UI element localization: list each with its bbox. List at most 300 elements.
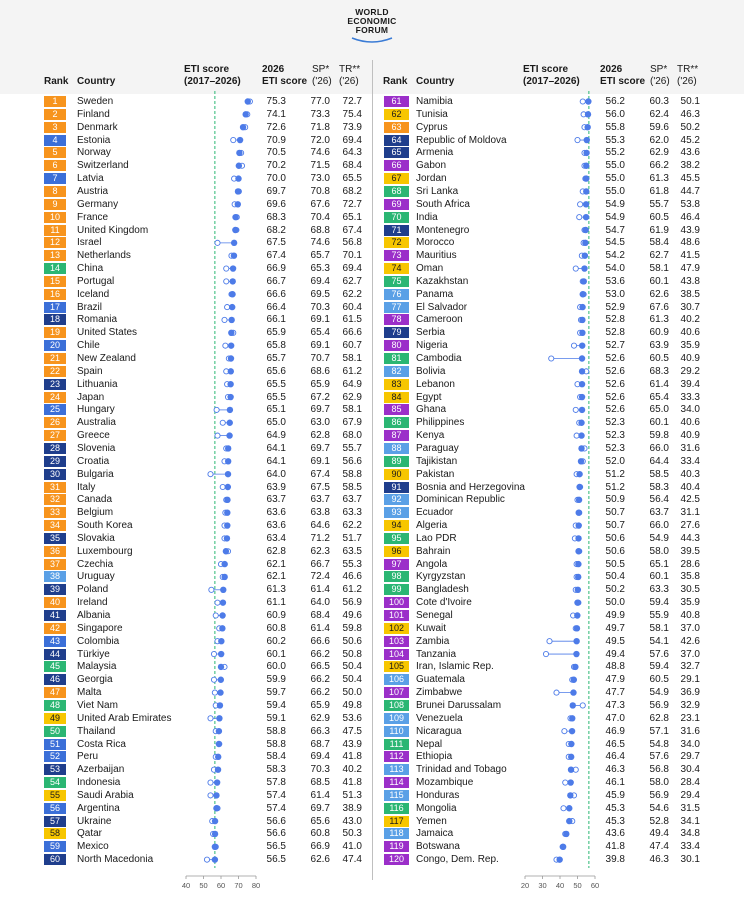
score-2026-point <box>579 381 585 387</box>
eti-score-2026: 55.0 <box>605 185 625 197</box>
eti-score-2026: 46.5 <box>605 738 625 750</box>
country-name: Mongolia <box>416 802 457 814</box>
score-2026-point <box>225 445 231 451</box>
sp-score: 65.4 <box>310 327 330 339</box>
score-2026-point <box>242 111 248 117</box>
country-name: Mauritius <box>416 250 457 262</box>
x-axis-tick-label: 80 <box>251 881 261 890</box>
sp-score: 62.8 <box>649 712 669 724</box>
sp-score: 66.9 <box>310 841 330 853</box>
sp-score: 68.7 <box>310 738 330 750</box>
rank-badge: 111 <box>384 739 409 750</box>
score-2026-point <box>217 702 223 708</box>
score-2026-point <box>578 445 584 451</box>
country-name: Thailand <box>77 725 116 737</box>
rank-badge: 52 <box>44 751 66 762</box>
eti-score-2026: 46.3 <box>605 764 625 776</box>
country-name: Angola <box>416 558 448 570</box>
country-name: Israel <box>77 237 102 249</box>
sp-score: 67.2 <box>310 391 330 403</box>
tr-score: 33.4 <box>680 455 700 467</box>
eti-score-2026: 55.8 <box>605 121 625 133</box>
start-2017-point <box>573 266 578 271</box>
country-name: Saudi Arabia <box>77 789 134 801</box>
tr-score: 45.5 <box>680 173 700 185</box>
score-2026-point <box>576 484 582 490</box>
score-2026-point <box>579 355 585 361</box>
tr-score: 64.9 <box>342 378 362 390</box>
rank-badge: 114 <box>384 777 409 788</box>
tr-score: 37.0 <box>680 622 700 634</box>
rank-badge: 9 <box>44 199 66 210</box>
rank-badge: 81 <box>384 353 409 364</box>
country-name: Chile <box>77 340 100 352</box>
eti-score-2026: 50.6 <box>605 545 625 557</box>
eti-score-2026: 45.9 <box>605 789 625 801</box>
score-2026-point <box>569 728 575 734</box>
rank-badge: 94 <box>384 520 409 531</box>
sp-score: 52.8 <box>649 815 669 827</box>
country-name: Zimbabwe <box>416 687 463 699</box>
score-2026-point <box>583 163 589 169</box>
score-2026-point <box>226 432 232 438</box>
rank-badge: 33 <box>44 507 66 518</box>
rank-badge: 16 <box>44 289 66 300</box>
country-name: Lithuania <box>77 378 118 390</box>
sp-score: 73.0 <box>310 173 330 185</box>
tr-score: 31.6 <box>680 442 700 454</box>
sp-score: 69.5 <box>310 288 330 300</box>
tr-score: 34.8 <box>680 828 700 840</box>
country-name: Latvia <box>77 173 104 185</box>
score-2026-point <box>579 394 585 400</box>
eti-score-2026: 55.2 <box>605 147 625 159</box>
eti-score-2026: 60.0 <box>266 661 286 673</box>
country-name: Tanzania <box>416 648 457 660</box>
eti-score-2026: 43.6 <box>605 828 625 840</box>
tr-score: 40.9 <box>680 353 700 364</box>
rank-badge: 117 <box>384 816 409 827</box>
eti-score-2026: 60.1 <box>266 648 286 660</box>
eti-score-2026: 70.0 <box>266 173 286 185</box>
sp-score: 74.6 <box>310 237 330 249</box>
country-name: South Africa <box>416 198 470 210</box>
rank-badge: 103 <box>384 636 409 647</box>
rank-badge: 58 <box>44 828 66 839</box>
country-name: Poland <box>77 584 109 596</box>
country-name: Spain <box>77 365 103 377</box>
tr-score: 60.4 <box>342 301 362 313</box>
eti-trend-range: (2017–2026) <box>184 75 241 87</box>
score-2026-point <box>236 163 242 169</box>
sp-score: 58.4 <box>649 237 669 249</box>
start-2017-point <box>214 407 219 412</box>
eti-score-2026: 70.9 <box>266 134 286 146</box>
sp-score: 58.0 <box>649 545 669 557</box>
tr-score: 46.3 <box>680 108 700 120</box>
tr-score: 31.5 <box>680 802 700 814</box>
sp-score: 61.3 <box>649 314 669 326</box>
tr-score: 41.5 <box>680 250 700 262</box>
tr-score: 43.6 <box>680 147 700 159</box>
eti-score-2026: 66.1 <box>266 314 286 326</box>
x-axis-tick-label: 40 <box>555 881 565 890</box>
country-name: Panama <box>416 288 454 300</box>
eti-score-2026: 50.2 <box>605 584 625 596</box>
eti-score-2026: 66.7 <box>266 275 286 287</box>
sp-score: 54.1 <box>649 635 669 647</box>
rank-badge: 80 <box>384 340 409 351</box>
tr-score: 36.9 <box>680 687 700 699</box>
rank-badge: 21 <box>44 353 66 364</box>
score-2026-point <box>570 702 576 708</box>
rank-badge: 66 <box>384 160 409 171</box>
sp-score: 61.4 <box>310 789 330 801</box>
score-2026-point <box>213 805 219 811</box>
eti-score-2026: 52.0 <box>605 455 625 467</box>
x-axis-tick-label: 60 <box>216 881 226 890</box>
tr-score: 75.4 <box>342 108 362 120</box>
country-name: Hungary <box>77 404 115 416</box>
country-name: Cambodia <box>416 353 462 364</box>
sp-score: 77.0 <box>310 96 330 107</box>
score-2026-point <box>227 381 233 387</box>
rank-badge: 108 <box>384 700 409 711</box>
country-name: Albania <box>77 610 111 621</box>
country-name: Paraguay <box>416 442 459 454</box>
score-2026-point <box>576 522 582 528</box>
sp-score: 57.6 <box>649 751 669 763</box>
eti-score-2026: 57.4 <box>266 802 286 814</box>
rank-badge: 27 <box>44 430 66 441</box>
eti-score-2026: 52.6 <box>605 365 625 377</box>
sp-score: 55.7 <box>649 198 669 210</box>
start-2017-point <box>231 137 236 142</box>
country-name: Germany <box>77 198 119 210</box>
score-2026-point <box>583 227 589 233</box>
start-2017-point <box>573 407 578 412</box>
tr-score: 43.8 <box>680 275 700 287</box>
eti-score-2026: 59.7 <box>266 687 286 699</box>
country-name: Slovakia <box>77 532 115 544</box>
start-2017-point <box>209 587 214 592</box>
country-name: Republic of Moldova <box>416 134 507 146</box>
sp-score: 54.9 <box>649 687 669 699</box>
score-2026-point <box>583 150 589 156</box>
sp-score: 60.1 <box>649 571 669 583</box>
eti-score-2026: 67.5 <box>266 237 286 249</box>
start-2017-point <box>580 703 585 708</box>
x-axis-tick-label: 20 <box>520 881 530 890</box>
rank-badge: 39 <box>44 584 66 595</box>
sp-score: 65.3 <box>310 263 330 275</box>
rank-badge: 98 <box>384 571 409 582</box>
rank-badge: 64 <box>384 135 409 146</box>
tr-score: 66.6 <box>342 327 362 339</box>
tr-score: 39.5 <box>680 545 700 557</box>
tr-score: 69.4 <box>342 263 362 275</box>
tr-score: 30.4 <box>680 764 700 776</box>
rank-badge: 53 <box>44 764 66 775</box>
country-name: South Korea <box>77 520 133 532</box>
score-2026-point <box>212 856 218 862</box>
eti-score-2026: 57.4 <box>266 789 286 801</box>
x-axis-tick-label: 50 <box>199 881 208 890</box>
sp-score: 60.5 <box>649 353 669 364</box>
start-2017-point <box>208 472 213 477</box>
logo-line-2: ECONOMIC <box>347 16 397 26</box>
sp-header-sub: ('26) <box>650 75 670 87</box>
start-2017-point <box>213 613 218 618</box>
score-2026-point <box>232 214 238 220</box>
country-name: Armenia <box>416 147 454 159</box>
tr-score: 56.6 <box>342 455 362 467</box>
score-2026-point <box>215 754 221 760</box>
eti-score-2026: 52.6 <box>605 391 625 403</box>
sp-score: 62.6 <box>649 288 669 300</box>
tr-score: 30.5 <box>680 584 700 596</box>
sp-score: 46.3 <box>649 854 669 866</box>
rank-badge: 55 <box>44 790 66 801</box>
country-name: Sri Lanka <box>416 185 459 197</box>
sp-score: 73.3 <box>310 108 330 120</box>
tr-header-title: TR** <box>339 64 361 75</box>
score-2026-point <box>579 407 585 413</box>
score-2026-point <box>228 368 234 374</box>
tr-score: 56.9 <box>342 597 362 609</box>
score-2026-point <box>584 124 590 130</box>
tr-score: 42.6 <box>680 635 700 647</box>
score-2026-point <box>560 844 566 850</box>
eti-score-2026: 55.0 <box>605 173 625 185</box>
start-2017-point <box>578 202 583 207</box>
score-2026-point <box>240 124 246 130</box>
eti-score-2026: 55.0 <box>605 160 625 172</box>
eti-score-2026: 64.1 <box>266 455 286 467</box>
sp-score: 60.5 <box>649 674 669 686</box>
rank-badge: 73 <box>384 250 409 261</box>
rank-badge: 70 <box>384 212 409 223</box>
rank-badge: 38 <box>44 571 66 582</box>
sp-score: 68.5 <box>310 777 330 789</box>
rank-badge: 110 <box>384 726 409 737</box>
rank-header-left: Rank <box>44 76 69 87</box>
country-name: North Macedonia <box>77 854 154 866</box>
eti-score-2026: 65.6 <box>266 365 286 377</box>
eti-score-2026: 49.7 <box>605 622 625 634</box>
tr-score: 58.1 <box>342 404 362 416</box>
sp-score: 68.8 <box>310 224 330 236</box>
score-2026-point <box>220 587 226 593</box>
eti-score-2026: 52.6 <box>605 404 625 416</box>
score-2026-point <box>573 638 579 644</box>
rank-badge: 11 <box>44 225 66 236</box>
tr-score: 62.2 <box>342 288 362 300</box>
country-name: Indonesia <box>77 777 121 789</box>
eti-score-2026: 41.8 <box>605 841 625 853</box>
eti-score-2026: 60.2 <box>266 635 286 647</box>
rank-badge: 92 <box>384 494 409 505</box>
score-2026-point <box>572 664 578 670</box>
sp-score: 62.9 <box>649 147 669 159</box>
rank-badge: 84 <box>384 392 409 403</box>
eti-score-2026: 52.6 <box>605 378 625 390</box>
sp-score: 69.7 <box>310 802 330 814</box>
country-name: Argentina <box>77 802 120 814</box>
start-2017-point <box>554 690 559 695</box>
country-name: Iran, Islamic Rep. <box>416 661 494 673</box>
rank-badge: 10 <box>44 212 66 223</box>
rank-badge: 6 <box>44 160 66 171</box>
country-name: Morocco <box>416 237 455 249</box>
eti-score-2026: 50.7 <box>605 507 625 519</box>
sp-score: 61.4 <box>310 584 330 596</box>
country-name: Finland <box>77 108 110 120</box>
country-name: Kuwait <box>416 622 447 634</box>
sp-score: 63.7 <box>649 507 669 519</box>
tr-score: 65.5 <box>342 173 362 185</box>
sp-header-title: SP* <box>650 64 668 75</box>
score-2026-point <box>230 265 236 271</box>
sp-score: 74.6 <box>310 147 330 159</box>
country-name: Bangladesh <box>416 584 469 596</box>
eti-score-2026: 63.9 <box>266 481 286 493</box>
score-2026-point <box>575 587 581 593</box>
eti-trend-title: ETI score <box>523 64 569 75</box>
score-2026-point <box>573 651 579 657</box>
tr-score: 70.1 <box>342 250 362 262</box>
sp-score: 70.3 <box>310 764 330 776</box>
tr-score: 40.4 <box>680 481 700 493</box>
sp-score: 55.9 <box>649 610 669 621</box>
rank-badge: 69 <box>384 199 409 210</box>
rank-badge: 100 <box>384 597 409 608</box>
score-2026-point <box>221 574 227 580</box>
eti-score-2026: 59.9 <box>266 674 286 686</box>
score-2026-point <box>582 253 588 259</box>
tr-score: 29.7 <box>680 751 700 763</box>
eti-score-2026: 75.3 <box>266 96 286 107</box>
country-name: Uruguay <box>77 571 115 583</box>
tr-score: 41.8 <box>342 751 362 763</box>
score-2026-point <box>228 355 234 361</box>
rank-badge: 93 <box>384 507 409 518</box>
tr-score: 35.8 <box>680 571 700 583</box>
tr-score: 64.3 <box>342 147 362 159</box>
score-2026-point <box>569 715 575 721</box>
score-2026-point <box>563 831 569 837</box>
tr-score: 43.9 <box>680 224 700 236</box>
rank-badge: 90 <box>384 469 409 480</box>
eti-score-2026: 52.3 <box>605 430 625 442</box>
country-header-right: Country <box>416 76 455 87</box>
country-name: Lebanon <box>416 378 455 390</box>
eti-score-2026: 65.0 <box>266 417 286 429</box>
country-name: Sweden <box>77 96 114 107</box>
eti-score-2026: 63.6 <box>266 520 286 532</box>
start-2017-point <box>215 600 220 605</box>
tr-score: 43.9 <box>342 738 362 750</box>
rank-badge: 45 <box>44 661 66 672</box>
sp-score: 72.0 <box>310 134 330 146</box>
sp-score: 69.4 <box>310 275 330 287</box>
country-name: Bosnia and Herzegovina <box>416 481 525 493</box>
score-2026-point <box>568 741 574 747</box>
country-name: Ukraine <box>77 815 112 827</box>
score-2026-point <box>574 625 580 631</box>
rank-badge: 48 <box>44 700 66 711</box>
rank-badge: 74 <box>384 263 409 274</box>
rank-badge: 78 <box>384 314 409 325</box>
score-2026-point <box>236 150 242 156</box>
country-name: Namibia <box>416 96 453 107</box>
country-name: El Salvador <box>416 301 468 313</box>
tr-score: 31.1 <box>680 507 700 519</box>
start-2017-point <box>571 343 576 348</box>
start-2017-point <box>575 137 580 142</box>
eti-score-2026: 49.4 <box>605 648 625 660</box>
eti-score-2026: 57.8 <box>266 777 286 789</box>
rank-badge: 22 <box>44 366 66 377</box>
eti-score-2026: 45.3 <box>605 815 625 827</box>
sp-score: 70.3 <box>310 301 330 313</box>
score-2026-point <box>578 420 584 426</box>
start-2017-point <box>208 793 213 798</box>
sp-score: 61.8 <box>649 185 669 197</box>
sp-score: 63.9 <box>649 340 669 352</box>
country-name: Mexico <box>77 841 109 853</box>
rank-badge: 17 <box>44 302 66 313</box>
eti-score-2026: 64.9 <box>266 430 286 442</box>
score-2026-point <box>567 792 573 798</box>
rank-badge: 88 <box>384 443 409 454</box>
country-name: Iceland <box>77 288 110 300</box>
sp-score: 67.6 <box>649 301 669 313</box>
eti-score-2026: 56.5 <box>266 841 286 853</box>
eti-score-2026: 46.9 <box>605 725 625 737</box>
score-2026-point <box>585 98 591 104</box>
eti-score-2026: 69.6 <box>266 198 286 210</box>
x-axis-tick-label: 50 <box>573 881 582 890</box>
rank-badge: 49 <box>44 713 66 724</box>
country-name: Kyrgyzstan <box>416 571 466 583</box>
sp-score: 61.9 <box>649 224 669 236</box>
country-name: Australia <box>77 417 116 429</box>
country-name: Colombia <box>77 635 120 647</box>
tr-score: 40.2 <box>680 314 700 326</box>
start-2017-point <box>561 806 566 811</box>
country-name: Jordan <box>416 173 447 185</box>
eti-score-2026: 58.8 <box>266 725 286 737</box>
tr-score: 28.6 <box>680 558 700 570</box>
tr-score: 28.4 <box>680 777 700 789</box>
eti-trend-title: ETI score <box>184 64 230 75</box>
rank-badge: 86 <box>384 417 409 428</box>
country-name: China <box>77 263 104 275</box>
rank-badge: 118 <box>384 828 409 839</box>
eti-score-2026: 50.9 <box>605 494 625 506</box>
rank-badge: 89 <box>384 456 409 467</box>
country-name: Philippines <box>416 417 465 429</box>
score-2026-point <box>220 599 226 605</box>
rank-badge: 15 <box>44 276 66 287</box>
eti-score-2026: 54.9 <box>605 211 625 223</box>
start-2017-point <box>224 279 229 284</box>
score-2026-point <box>556 856 562 862</box>
eti-score-2026: 63.7 <box>266 494 286 506</box>
tr-score: 55.7 <box>342 442 362 454</box>
tr-score: 58.8 <box>342 468 362 480</box>
